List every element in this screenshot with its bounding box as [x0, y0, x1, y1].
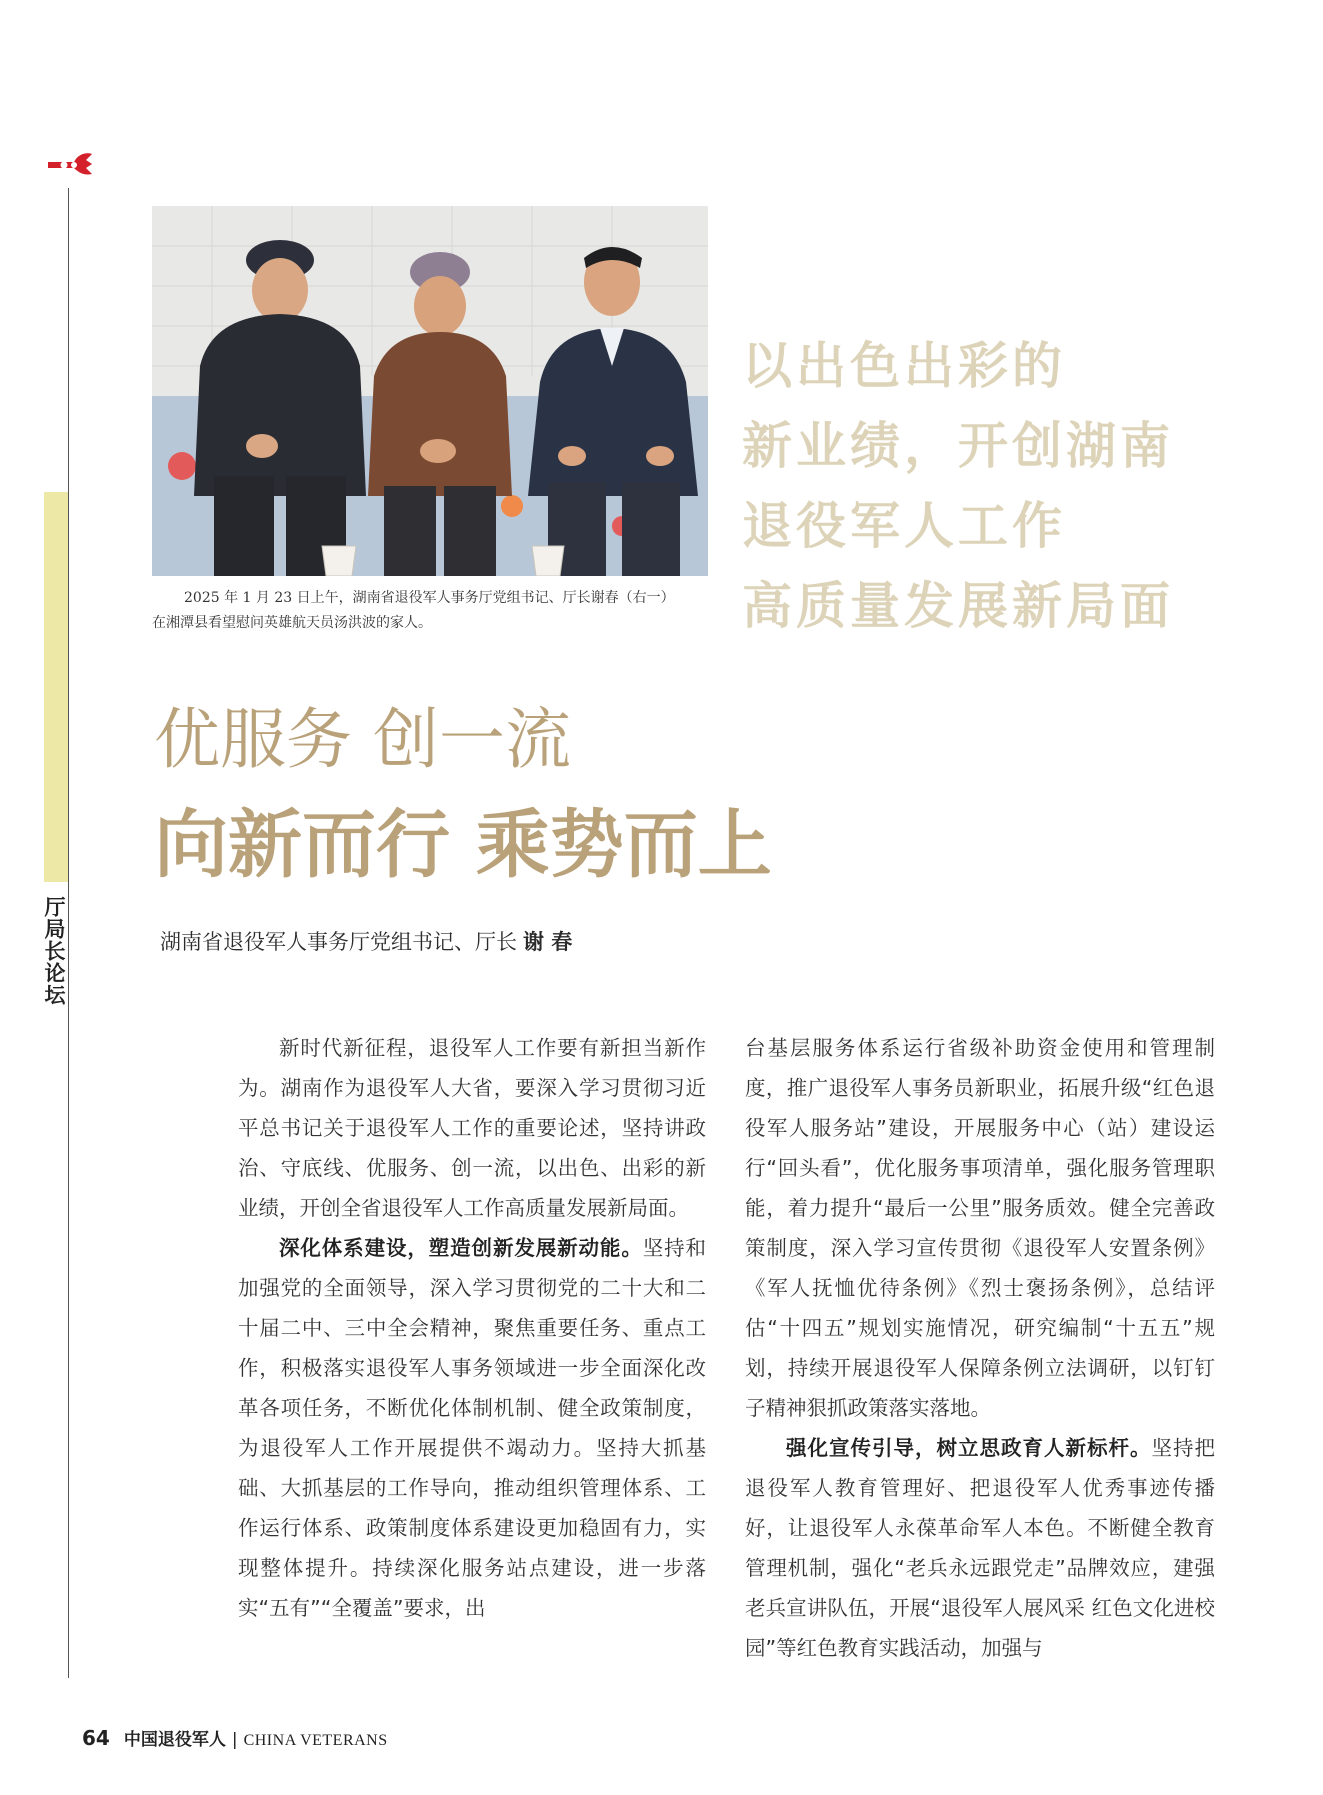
- paragraph-text: 坚持和加强党的全面领导，深入学习贯彻党的二十大和二十届二中、三中全会精神，聚焦重要任务、重点工作，积极落实退役军人事务领域进一步全面深化改革各项任务，不断优化体制机制、健全政策制度，为退役军人工作开展提供不竭动力。坚持大抓基础、大抓基层的工作导向，推动组织管理体系、工作运行体系、政策制度体系建设更加稳固有力，实现整体提升。持续深化服务站点建设，进一步落实“五有”“全覆盖”要求，出: [238, 1236, 707, 1620]
- slogan-line-1: 以出色出彩的: [742, 336, 1066, 395]
- author-byline: [160, 927, 572, 957]
- article-title-line-2: 向新而行 乘势而上: [154, 802, 772, 888]
- page-number: 64: [82, 1726, 110, 1750]
- paragraph-intro: 新时代新征程，退役军人工作要有新担当新作为。湖南作为退役军人大省，要深入学习贯彻习近平总书记关于退役军人工作的重要论述，坚持讲政治、守底线、优服务、创一流，以出色、出彩的新业绩，开创全省退役军人工作高质量发展新局面。: [238, 1036, 706, 1220]
- body-column-right: [745, 1028, 1215, 1668]
- magazine-name-cn: 中国退役军人: [123, 1730, 226, 1750]
- paragraph-continued: 台基层服务体系运行省级补助资金使用和管理制度，推广退役军人事务员新职业，拓展升级“红色退役军人服务站”建设，开展服务中心（站）建设运行“回头看”，优化服务事项清单，强化服务管理职能，着力提升“最后一公里”服务质效。健全完善政策制度，深入学习宣传贯彻《退役军人安置条例》《军人抚恤优待条例》《烈士褒扬条例》，总结评估“十四五”规划实施情况，研究编制“十五五”规划，持续开展退役军人保障条例立法调研，以钉钉子精神狠抓政策落实落地。: [745, 1036, 1215, 1420]
- slogan-block: [742, 326, 1282, 646]
- body-column-left: [238, 1028, 706, 1628]
- sidebar-divider-line: [68, 188, 69, 1678]
- slogan-line-2: 新业绩，开创湖南: [742, 416, 1174, 475]
- photo-caption: [152, 586, 712, 636]
- feature-photo: [152, 206, 708, 576]
- magazine-logo: [44, 148, 96, 182]
- slogan-line-4: 高质量发展新局面: [742, 576, 1174, 635]
- sidebar-accent-band: [44, 492, 68, 882]
- paragraph-system-building: [238, 1228, 706, 1628]
- footer-separator: |: [231, 1730, 238, 1750]
- section-label: 厅局长论坛: [42, 896, 66, 1006]
- slogan-line-3: 退役军人工作: [742, 496, 1066, 555]
- article-title-line-1: 优服务 创一流: [154, 701, 571, 778]
- paragraph-text: 坚持把退役军人教育管理好、把退役军人优秀事迹传播好，让退役军人永葆革命军人本色。不断健全教育管理机制，强化“老兵永远跟党走”品牌效应，建强老兵宣讲队伍，开展“退役军人展风采 红色文化进校园”等红色教育实践活动，加强与: [745, 1436, 1215, 1660]
- author-name: 谢 春: [523, 930, 573, 954]
- caption-line-1: 2025 年 1 月 23 日上午，湖南省退役军人事务厅党组书记、厅长谢春（右一）: [184, 590, 675, 606]
- paragraph-lead: 强化宣传引导，树立思政育人新标杆。: [786, 1436, 1152, 1460]
- caption-line-2: 在湘潭县看望慰问英雄航天员汤洪波的家人。: [152, 615, 432, 631]
- page-footer: [82, 1726, 388, 1753]
- author-position: 湖南省退役军人事务厅党组书记、厅长: [160, 930, 517, 954]
- paragraph-publicity: [745, 1428, 1215, 1668]
- paragraph-lead: 深化体系建设，塑造创新发展新动能。: [279, 1236, 643, 1260]
- magazine-name-en: CHINA VETERANS: [243, 1732, 388, 1749]
